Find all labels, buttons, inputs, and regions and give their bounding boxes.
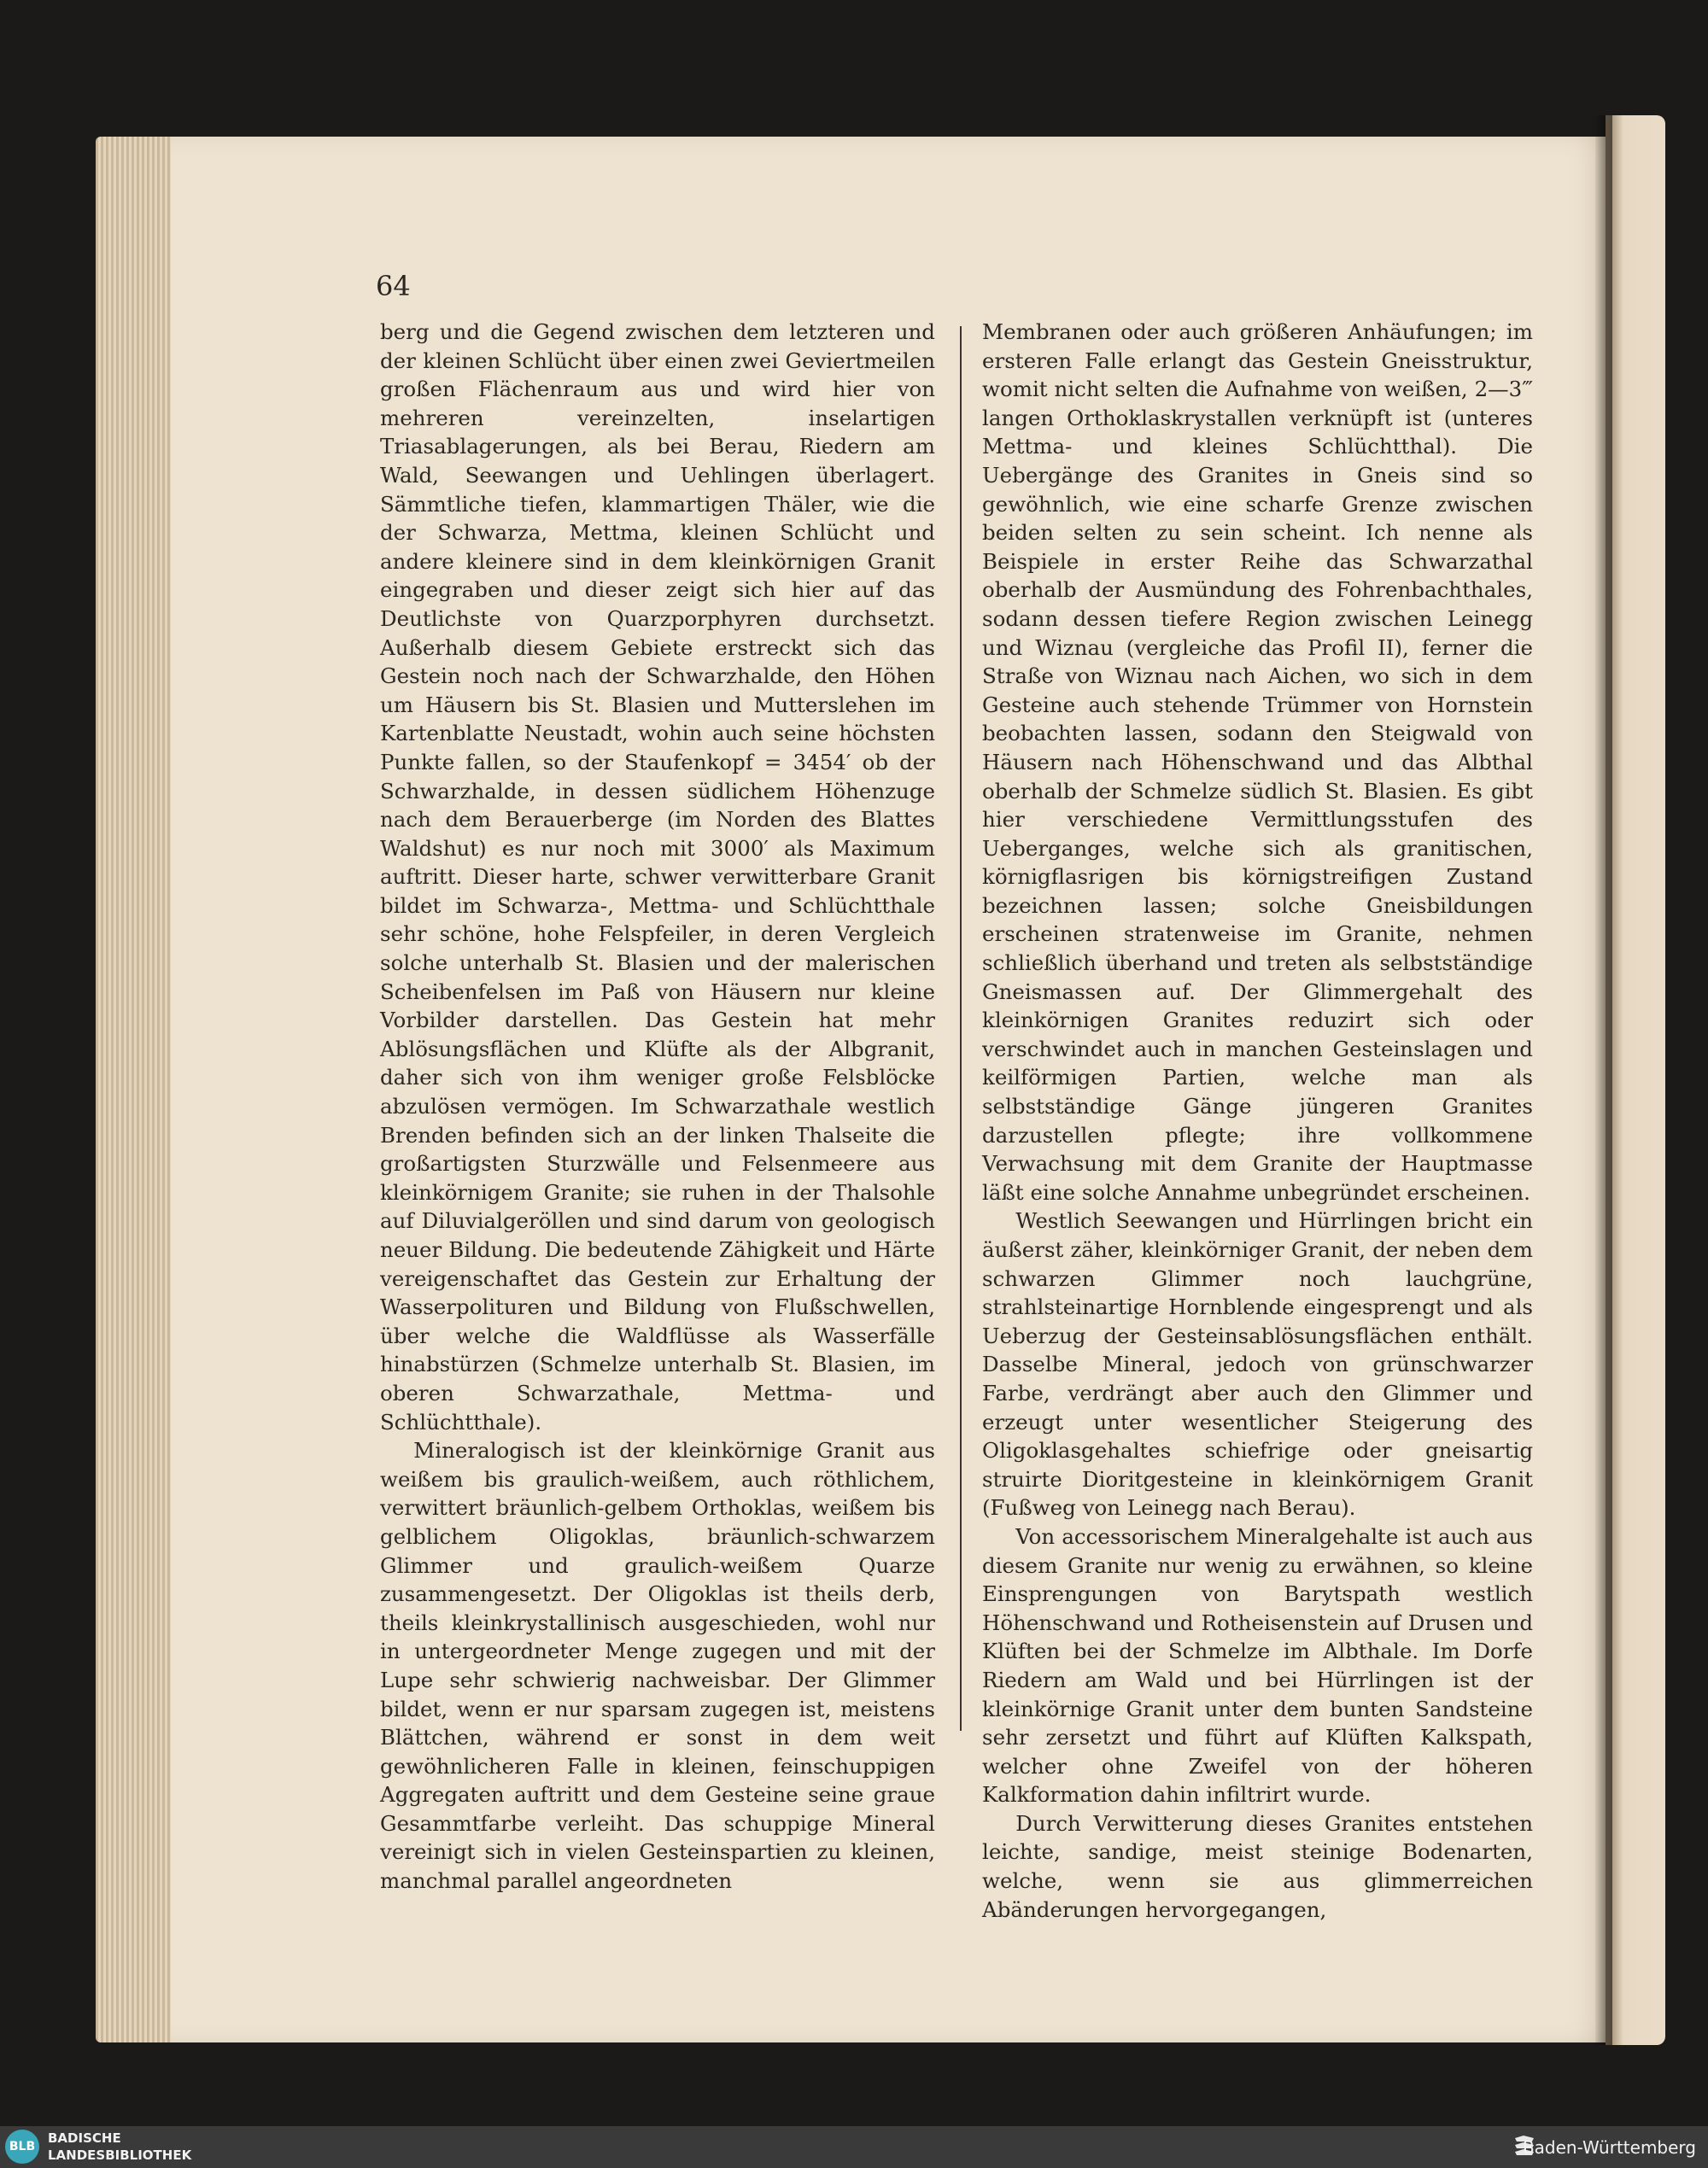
paragraph: berg und die Gegend zwischen dem letzteren und der kleinen Schlücht über einen zwei Geviertmeilen großen Flächenraum aus und wird hier von mehreren vereinzelten, inselartigen Triasablagerungen, als bei Berau, Riedern am Wald, Seewangen und Uehlingen überlagert. Sämmtliche tiefen, klammartigen Thäler, wie die der Schwarza, Mettma, kleinen Schlücht und andere kleinere sind in dem kleinkörnigen Granit eingegraben und dieser zeigt sich hier auf das Deutlichste von Quarzporphyren durchsetzt. Außerhalb diesem Gebiete erstreckt sich das Gestein noch nach der Schwarzhalde, den Höhen um Häusern bis St. Blasien und Mutterslehen im Kartenblatte Neustadt, wohin auch seine höchsten Punkte fallen, so der Staufenkopf = 3454′ ob der Schwarzhalde, in dessen südlichem Höhenzuge nach dem Berauerberge (im Norden des Blattes Waldshut) es nur noch mit 3000′ als Maximum auftritt. Dieser harte, schwer verwitterbare Granit bildet im Schwarza-, Mettma- und Schlüchtthale sehr schöne, hohe Felspfeiler, in deren Vergleich solche unterhalb St. Blasien und der malerischen Scheibenfelsen im Paß von Häusern nur kleine Vorbilder darstellen. Das Gestein hat mehr Ablösungsflächen und Klüfte als der Albgranit, daher sich von ihm weniger große Felsblöcke abzulösen vermögen. Im Schwarzathale westlich Brenden befinden sich an der linken Thalseite die großartigsten Sturzwälle und Felsenmeere aus kleinkörnigem Granite; sie ruhen in der Thalsohle auf Diluvialgeröllen und sind darum von geologisch neuer Bildung. Die bedeutende Zähigkeit und Härte vereigenschaftet das Gestein zur Erhaltung der Wasserpolituren und Bildung von Flußschwellen, über welche die Waldflüsse als Wasserfälle hinabstürzen (Schmelze unterhalb St. Blasien, im oberen Schwarzathale, Mettma- und Schlüchtthale). [380,319,935,1435]
blb-logo-icon[interactable]: BLB [5,2130,39,2164]
paragraph: Membranen oder auch größeren Anhäufungen; im ersteren Falle erlangt das Gestein Gneisstruktur, womit nicht selten die Aufnahme von weißen, 2—3‴ langen Orthoklaskrystallen verknüpft ist (unteres Mettma- und kleines Schlüchtthal). Die Uebergänge des Granites in Gneis sind so gewöhnlich, wie eine scharfe Grenze zwischen beiden selten zu sein scheint. Ich nenne als Beispiele in erster Reihe das Schwarzathal oberhalb der Ausmündung des Fohrenbachthales, sodann dessen tiefere Region zwischen Leinegg und Wiznau (vergleiche das Profil II), ferner die Straße von Wiznau nach Aichen, wo sich in dem Gesteine auch stehende Trümmer von Hornstein beobachten lassen, sodann den Steigwald von Häusern nach Höhenschwand und das Albthal oberhalb der Schmelze südlich St. Blasien. Es gibt hier verschiedene Vermittlungsstufen des Ueberganges, welche sich als granitischen, körnigflasrigen bis körnigstreifigen Zustand bezeichnen lassen; solche Gneisbildungen erscheinen stratenweise im Granite, nehmen schließlich überhand und treten als selbstständige Gneismassen auf. Der Glimmergehalt des kleinkörnigen Granites reduzirt sich oder verschwindet auch in manchen Gesteinslagen und keilförmigen Partien, welche man als selbstständige Gänge jüngeren Granites darzustellen pflegte; ihre vollkommene Verwachsung mit dem Granite der Hauptmasse läßt eine solche Annahme unbegründet erscheinen. [982,319,1533,1205]
page-number: 64 [376,270,411,302]
blb-library-name[interactable] [48,2130,191,2164]
paragraph: Westlich Seewangen und Hürrlingen bricht ein äußerst zäher, kleinkörniger Granit, der neben dem schwarzen Glimmer noch lauchgrüne, strahlsteinartige Hornblende eingesprengt und als Ueberzug der Gesteinsablösungsflächen enthält. Dasselbe Mineral, jedoch von grünschwarzer Farbe, verdrängt aber auch den Glimmer und erzeugt unter wesentlicher Steigerung des Oligoklasgehaltes schiefrige oder gneisartig struirte Dioritgesteine in kleinkörnigem Granit (Fußweg von Leinegg nach Berau). [982,1208,1533,1521]
blb-line-2: LANDESBIBLIOTHEK [48,2148,192,2163]
text-column-left [380,318,935,1894]
paragraph: Durch Verwitterung dieses Granites entstehen leichte, sandige, meist steinige Bodenarten, welche, wenn sie aus glimmerreichen Abänderungen hervorgegangen, [982,1810,1533,1922]
baden-wuerttemberg-label[interactable]: Baden-Württemberg [1522,2137,1696,2158]
paragraph: Mineralogisch ist der kleinkörnige Granit aus weißem bis graulich-weißem, auch röthlichem, verwittert bräunlich-gelbem Orthoklas, weißem bis gelblichem Oligoklas, bräunlich-schwarzem Glimmer und graulich-weißem Quarze zusammengesetzt. Der Oligoklas ist theils derb, theils kleinkrystallinisch ausgeschieden, wohl nur in untergeordneter Menge zugegen und mit der Lupe sehr schwierig nachweisbar. Der Glimmer bildet, wenn er nur sparsam zugegen ist, meistens Blättchen, während er sonst in dem weit gewöhnlicheren Falle in kleinen, feinschuppigen Aggregaten auftritt und dem Gesteine seine graue Gesammtfarbe verleiht. Das schuppige Mineral vereinigt sich in vielen Gesteinspartien zu kleinen, manchmal parallel angeordneten [380,1438,935,1894]
paragraph: Von accessorischem Mineralgehalte ist auch aus diesem Granite nur wenig zu erwähnen, so kleine Einsprengungen von Barytspath westlich Höhenschwand und Rotheisenstein auf Drusen und Klüften bei der Schmelze im Albthale. Im Dorfe Riedern am Wald und bei Hürrlingen ist der kleinkörnige Granit unter dem bunten Sandsteine sehr zersetzt und führt auf Klüften Kalkspath, welcher ohne Zweifel von der höheren Kalkformation dahin infiltrirt wurde. [982,1523,1533,1808]
text-column-right [982,318,1533,1922]
blb-line-1: BADISCHE [48,2130,121,2146]
column-divider [960,326,962,1731]
footer-bar [0,2126,1708,2168]
spine-shadow [1595,115,1612,2045]
facing-page-edge [1606,115,1665,2045]
